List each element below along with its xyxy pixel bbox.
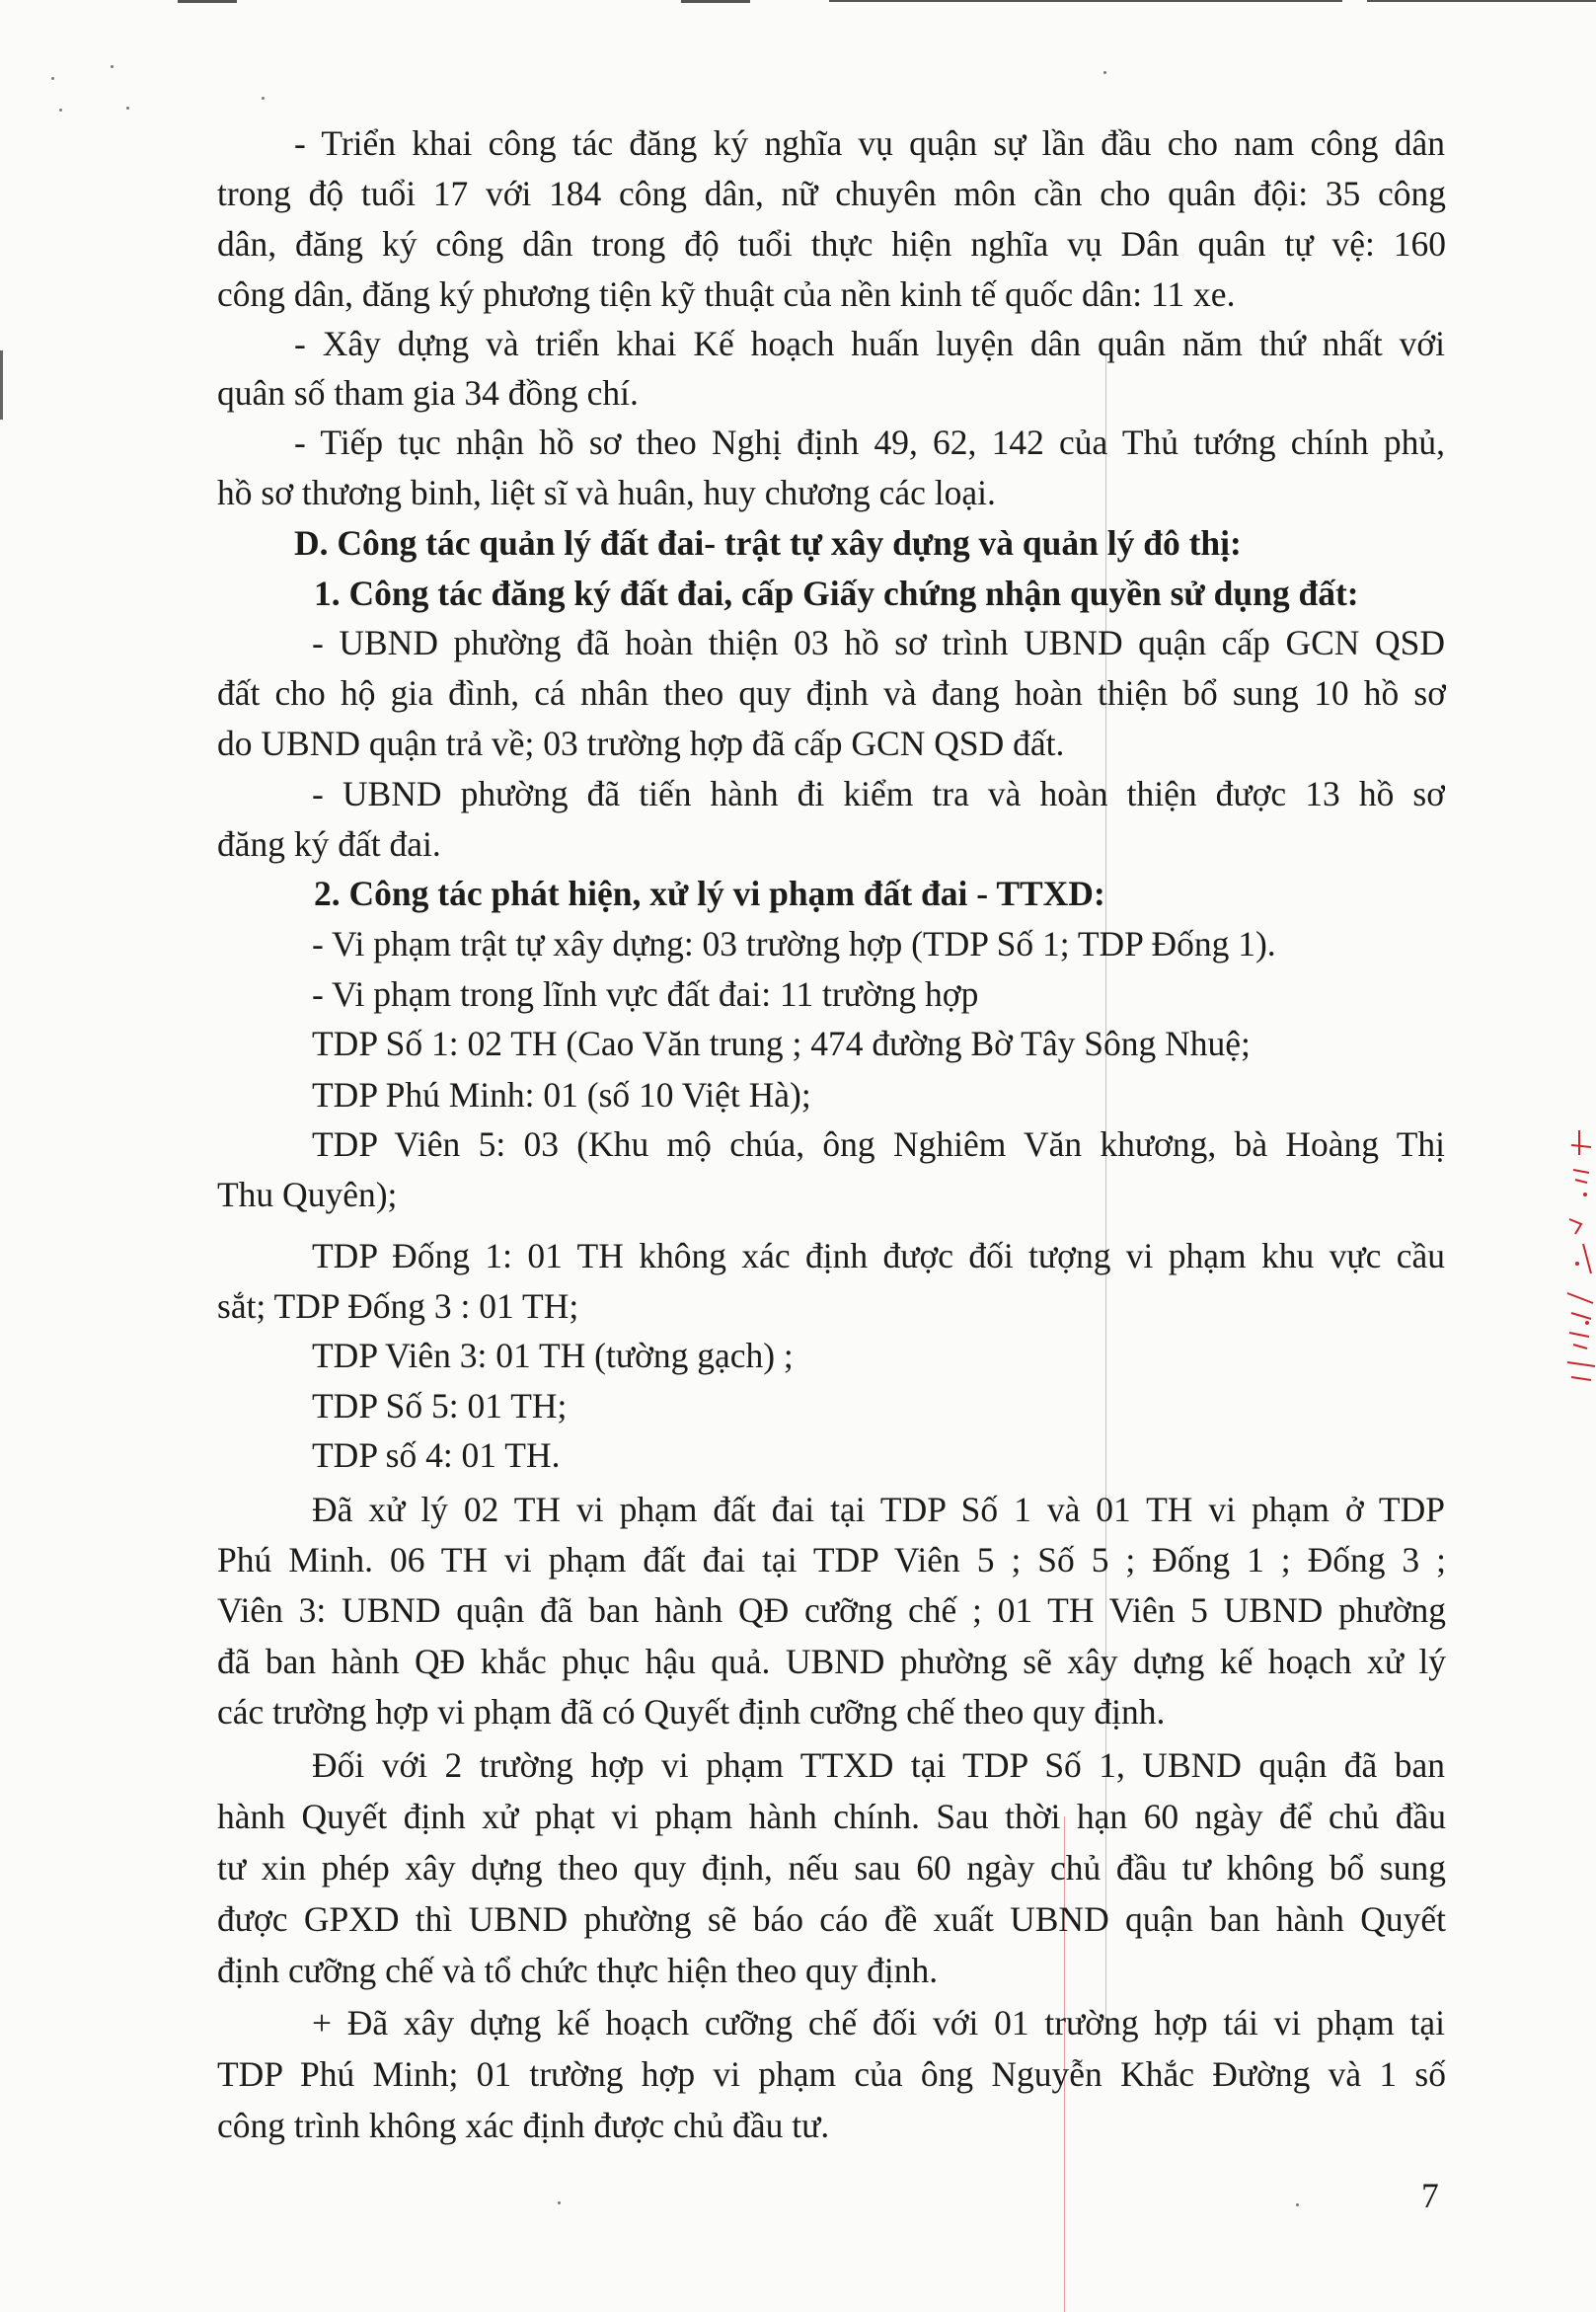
scan-edge-top-mid [681,0,750,3]
body-text-line: - Xây dựng và triển khai Kế hoạch huấn luyện dân quân năm thứ nhất với [294,324,1445,363]
subsection-heading: 2. Công tác phát hiện, xử lý vi phạm đất đai - TTXD: [314,874,1105,913]
page-number: 7 [1421,2176,1439,2215]
body-text-line: + Đã xây dựng kế hoạch cưỡng chế đối với 01 trường hợp tái vi phạm tại [312,2003,1445,2042]
body-text-line: định cưỡng chế và tổ chức thực hiện theo quy định. [217,1951,939,1990]
body-text-line: công dân, đăng ký phương tiện kỹ thuật của nền kinh tế quốc dân: 11 xe. [217,274,1236,314]
body-text-line: TDP Phú Minh; 01 trường hợp vi phạm của ông Nguyễn Khắc Đường và 1 số [217,2054,1446,2094]
scan-edge-left [0,350,3,420]
body-text-line: đã ban hành QĐ khắc phục hậu quả. UBND phường sẽ xây dựng kế hoạch xử lý [217,1642,1446,1681]
body-text-line: TDP số 4: 01 TH. [312,1435,561,1475]
body-text-line: - Tiếp tục nhận hồ sơ theo Nghị định 49, 62, 142 của Thủ tướng chính phủ, [294,423,1445,462]
body-text-line: TDP Số 1: 02 TH (Cao Văn trung ; 474 đường Bờ Tây Sông Nhuệ; [312,1024,1251,1063]
scan-edge-top-right [829,0,1342,2]
body-text-line: - UBND phường đã tiến hành đi kiểm tra và hoàn thiện được 13 hồ sơ [312,774,1445,813]
body-text-line: đăng ký đất đai. [217,824,441,864]
body-text-line: TDP Viên 3: 01 TH (tường gạch) ; [312,1336,794,1375]
scan-speck [59,109,62,112]
body-text-line: - Vi phạm trong lĩnh vực đất đai: 11 trường hợp [312,974,979,1014]
body-text-line: hồ sơ thương binh, liệt sĩ và huân, huy chương các loại. [217,473,996,512]
body-text-line: Viên 3: UBND quận đã ban hành QĐ cưỡng chế ; 01 TH Viên 5 UBND phường [217,1590,1446,1630]
body-text-line: sắt; TDP Đống 3 : 01 TH; [217,1286,579,1326]
body-text-line: Phú Minh. 06 TH vi phạm đất đai tại TDP Viên 5 ; Số 5 ; Đống 1 ; Đống 3 ; [217,1540,1446,1580]
body-text-line: công trình không xác định được chủ đầu tư. [217,2106,830,2145]
scan-speck [1103,71,1106,74]
body-text-line: hành Quyết định xử phạt vi phạm hành chính. Sau thời hạn 60 ngày để chủ đầu [217,1797,1446,1836]
body-text-line: Thu Quyên); [217,1175,398,1214]
body-text-line: quân số tham gia 34 đồng chí. [217,373,639,413]
subsection-heading: 1. Công tác đăng ký đất đai, cấp Giấy chứng nhận quyền sử dụng đất: [314,574,1359,613]
body-text-line: - Triển khai công tác đăng ký nghĩa vụ quận sự lần đầu cho nam công dân [294,123,1445,163]
body-text-line: TDP Số 5: 01 TH; [312,1386,568,1426]
body-text-line: - UBND phường đã hoàn thiện 03 hồ sơ trình UBND quận cấp GCN QSD [312,623,1445,662]
body-text-line: dân, đăng ký công dân trong độ tuổi thực hiện nghĩa vụ Dân quân tự vệ: 160 [217,224,1446,264]
body-text-line: Đối với 2 trường hợp vi phạm TTXD tại TDP Số 1, UBND quận đã ban [312,1745,1445,1785]
body-text-line: TDP Phú Minh: 01 (số 10 Việt Hà); [312,1075,811,1115]
body-text-line: Đã xử lý 02 TH vi phạm đất đai tại TDP Số 1 và 01 TH vi phạm ở TDP [312,1490,1445,1529]
stamp-fragment-icon [1561,1125,1596,1412]
body-text-line: các trường hợp vi phạm đã có Quyết định cưỡng chế theo quy định. [217,1692,1166,1732]
body-text-line: TDP Viên 5: 03 (Khu mộ chúa, ông Nghiêm Văn khương, bà Hoàng Thị [312,1124,1445,1164]
body-text-line: trong độ tuổi 17 với 184 công dân, nữ chuyên môn cần cho quân đội: 35 công [217,174,1446,213]
section-heading: D. Công tác quản lý đất đai- trật tự xây dựng và quản lý đô thị: [294,523,1242,563]
scan-speck [262,97,265,100]
scan-speck [111,65,114,68]
body-text-line: đất cho hộ gia đình, cá nhân theo quy định và đang hoàn thiện bổ sung 10 hồ sơ [217,673,1446,713]
body-text-line: - Vi phạm trật tự xây dựng: 03 trường hợp (TDP Số 1; TDP Đống 1). [312,924,1276,963]
scan-speck [1296,2203,1299,2206]
scan-speck [558,2201,561,2204]
body-text-line: được GPXD thì UBND phường sẽ báo cáo đề xuất UBND quận ban hành Quyết [217,1899,1446,1939]
body-text-line: TDP Đống 1: 01 TH không xác định được đối tượng vi phạm khu vực cầu [312,1236,1445,1275]
body-text-line: do UBND quận trả về; 03 trường hợp đã cấp GCN QSD đất. [217,724,1065,763]
body-text-line: tư xin phép xây dựng theo quy định, nếu sau 60 ngày chủ đầu tư không bổ sung [217,1848,1446,1888]
scan-speck [51,77,54,80]
scan-speck [126,107,129,110]
scan-edge-top-far-right [1367,0,1596,2]
scan-edge-top-left [178,0,237,3]
